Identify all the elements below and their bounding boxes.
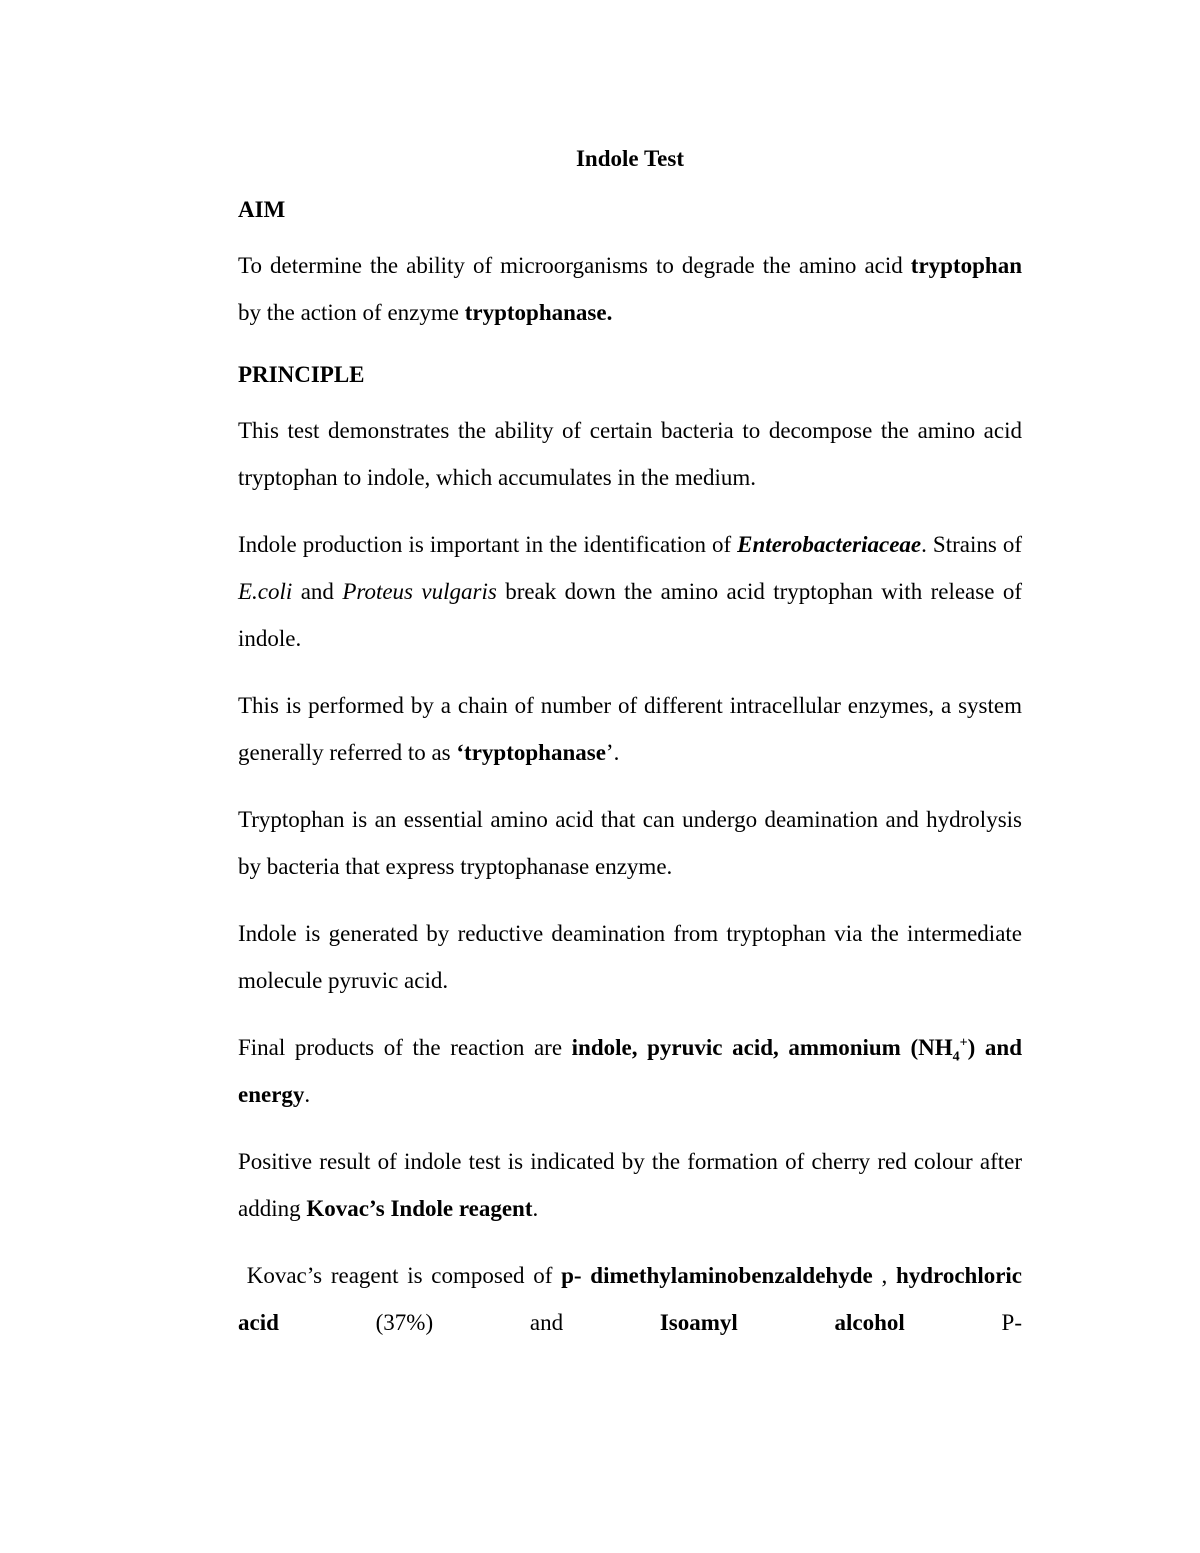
aim-text-1: To determine the ability of microorganisms to degrade the amino acid xyxy=(238,253,911,278)
principle-paragraph-7 xyxy=(238,1138,1022,1232)
p2-enterobacteriaceae: Enterobacteriaceae xyxy=(737,532,922,557)
p7-text-1: Positive result of indole test is indicated by the formation of cherry red colour after adding xyxy=(238,1149,1022,1221)
p2-text-1: Indole production is important in the identification of xyxy=(238,532,738,557)
principle-paragraph-4: Tryptophan is an essential amino acid that can undergo deamination and hydrolysis by bacteria that express tryptophanase enzyme. xyxy=(238,807,1022,879)
p6-text-1: Final products of the reaction are xyxy=(238,1035,572,1060)
p7-bold-kovacs-reagent: Kovac’s Indole reagent xyxy=(306,1196,533,1221)
p6-text-2: . xyxy=(304,1082,311,1107)
p2-text-2: . Strains of xyxy=(921,532,1022,557)
principle-paragraph-1: This test demonstrates the ability of certain bacteria to decompose the amino acid tryptophan to indole, which accumulates in the medium. xyxy=(238,418,1022,490)
p8-text-1: Kovac’s reagent is composed of xyxy=(238,1263,562,1288)
document-page xyxy=(238,140,1022,1366)
p3-text-1: This is performed by a chain of number of different intracellular enzymes, a system generally referred to as xyxy=(238,693,1022,765)
p8-text-2: , xyxy=(872,1263,896,1288)
aim-text-2: by the action of enzyme xyxy=(238,300,465,325)
document-title: Indole Test xyxy=(575,146,684,171)
aim-bold-tryptophanase: tryptophanase. xyxy=(464,300,613,325)
p6-subscript: 4 xyxy=(952,1049,960,1065)
aim-bold-tryptophan: tryptophan xyxy=(910,253,1022,278)
principle-paragraph-5: Indole is generated by reductive deamination from tryptophan via the intermediate molecule pyruvic acid. xyxy=(238,921,1022,993)
p6-bold-2: ) and energy xyxy=(238,1035,1022,1107)
p2-text-3: and xyxy=(292,579,343,604)
principle-paragraph-6 xyxy=(238,1024,1022,1118)
aim-paragraph xyxy=(238,242,1022,336)
p8-text-4: P- xyxy=(904,1310,1023,1335)
p8-bold-hcl: hydrochloric acid xyxy=(238,1263,1023,1335)
p7-text-2: . xyxy=(532,1196,539,1221)
p3-text-2: ’. xyxy=(605,740,620,765)
p6-bold-1: indole, pyruvic acid, ammonium (NH xyxy=(571,1035,953,1060)
p2-proteus-vulgaris: Proteus vulgaris xyxy=(342,579,497,604)
aim-heading: AIM xyxy=(238,197,286,222)
p8-bold-dmab: p- dimethylaminobenzaldehyde xyxy=(561,1263,873,1288)
principle-paragraph-8 xyxy=(238,1252,1022,1346)
principle-paragraph-3 xyxy=(238,682,1022,776)
p2-text-4: break down the amino acid tryptophan with release of indole. xyxy=(238,579,1022,651)
p6-superscript: + xyxy=(959,1035,968,1051)
p3-bold-tryptophanase: ‘tryptophanase xyxy=(456,740,606,765)
principle-paragraph-2 xyxy=(238,521,1022,662)
p8-bold-isoamyl-alcohol: Isoamyl alcohol xyxy=(659,1310,905,1335)
principle-heading: PRINCIPLE xyxy=(238,362,365,387)
p8-text-3: (37%) and xyxy=(278,1310,660,1335)
p2-ecoli: E.coli xyxy=(238,579,293,604)
